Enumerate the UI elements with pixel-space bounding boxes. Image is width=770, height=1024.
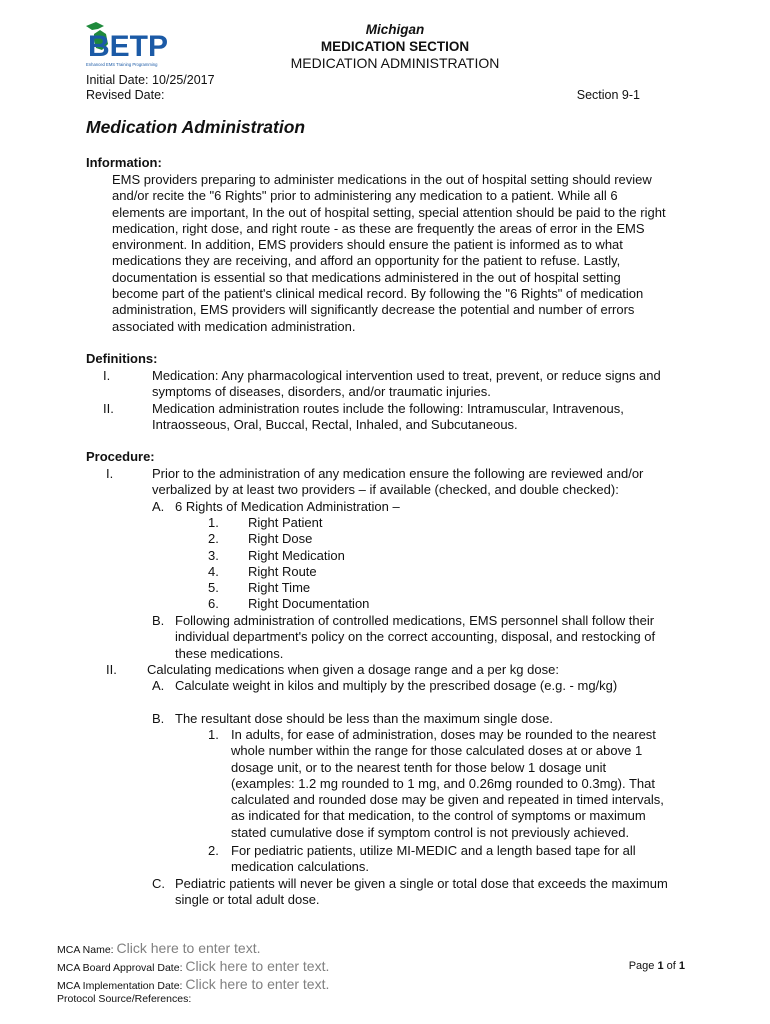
sub-label: A. — [152, 678, 165, 693]
list-item — [208, 596, 408, 612]
information-label: Information: — [86, 155, 162, 170]
info-line: EMS providers preparing to administer medications in the out of hospital setting should review — [112, 172, 652, 187]
page-number — [629, 960, 685, 972]
sub-label: B. — [152, 613, 165, 628]
betp-logo — [84, 20, 182, 70]
adult-rounding-text — [231, 727, 711, 841]
calc-heading: Calculating medications when given a dosage range and a per kg dose: — [147, 662, 559, 677]
info-line: associated with medication administration. — [112, 318, 356, 334]
list-item — [208, 531, 408, 547]
procedure-line: dosage unit, or to the nearest tenth for those below 1 dosage unit — [231, 759, 607, 775]
definition-line: Intraosseous, Oral, Buccal, Rectal, Inhaled, and Subcutaneous. — [152, 417, 518, 433]
header-topic: MEDICATION ADMINISTRATION — [290, 55, 500, 71]
definition-item — [152, 401, 712, 434]
six-rights-heading: 6 Rights of Medication Administration – — [175, 499, 400, 514]
right-text: Right Route — [248, 563, 317, 579]
michigan-map-icon — [84, 20, 182, 70]
controlled-meds-text — [175, 613, 715, 662]
procedure-line: For pediatric patients, utilize MI-MEDIC and a length based tape for all — [231, 843, 636, 858]
info-line: medication, right dose, and right route - as these are frequently the areas of error in the EMS — [112, 220, 645, 236]
definition-line: Medication: Any pharmacological intervention used to treat, prevent, or reduce signs and — [152, 368, 661, 383]
header-section: MEDICATION SECTION — [320, 39, 470, 54]
right-num: 4. — [208, 563, 219, 579]
procedure-item — [152, 466, 712, 499]
definition-num: II. — [103, 401, 114, 416]
information-paragraph — [112, 172, 708, 335]
page-of: of — [663, 960, 679, 972]
page-total: 1 — [678, 960, 685, 972]
definition-line: symptoms of diseases, disorders, and/or traumatic injuries. — [152, 384, 491, 400]
sub-num: 2. — [208, 843, 219, 858]
revised-date: Revised Date: — [86, 88, 165, 102]
procedure-line: Prior to the administration of any medication ensure the following are reviewed and/or — [152, 466, 644, 481]
procedure-line: stated cumulative dose if symptom control is not previously achieved. — [231, 824, 630, 840]
page-title: Medication Administration — [86, 117, 306, 137]
right-num: 1. — [208, 515, 219, 530]
procedure-line: calculated and rounded dose may be given and repeated in timed intervals, — [231, 792, 664, 808]
logo-text: BETP — [88, 30, 169, 63]
page-current: 1 — [657, 960, 664, 972]
right-text: Right Time — [248, 580, 311, 596]
section-number: Section 9-1 — [576, 88, 640, 102]
procedure-line: Following administration of controlled medications, EMS personnel shall follow their — [175, 613, 655, 628]
definition-line: Medication administration routes include the following: Intramuscular, Intravenous, — [152, 401, 624, 416]
definition-item — [152, 368, 712, 401]
list-item — [208, 515, 408, 531]
mca-name-field[interactable]: Click here to enter text. — [116, 940, 261, 956]
info-line: administration, EMS providers will significantly decrease the potential and number of errors — [112, 302, 635, 318]
info-line: documentation is essential so that medications administered in the out of hospital setting — [112, 269, 621, 285]
info-line: environment. In addition, EMS providers should ensure the patient is informed as to what — [112, 237, 623, 253]
implementation-field[interactable]: Click here to enter text. — [185, 976, 330, 992]
mca-name-label: MCA Name: — [57, 944, 114, 956]
definitions-label: Definitions: — [86, 351, 158, 366]
list-item — [208, 548, 408, 564]
implementation-row — [57, 976, 329, 992]
right-text: Right Patient — [248, 515, 323, 530]
procedure-label: Procedure: — [86, 449, 155, 464]
right-text: Right Dose — [248, 531, 313, 547]
board-approval-field[interactable]: Click here to enter text. — [185, 958, 330, 974]
calc-step-b: The resultant dose should be less than the maximum single dose. — [175, 711, 553, 726]
right-num: 6. — [208, 596, 219, 612]
procedure-line: whole number within the range for those calculated doses at or above 1 — [231, 743, 643, 759]
procedure-line: (examples: 1.2 mg rounded to 1 mg, and 0.26mg rounded to 0.3mg). That — [231, 775, 655, 791]
right-text: Right Medication — [248, 547, 345, 563]
sub-label: C. — [152, 876, 165, 891]
implementation-label: MCA Implementation Date: — [57, 980, 183, 992]
sub-label: B. — [152, 711, 165, 726]
list-item — [208, 564, 408, 580]
procedure-line: individual department's policy on the correct accounting, disposal, and restocking of — [175, 629, 656, 645]
info-line: become part of the patient's clinical medical record. By following the "6 Rights" of medication — [112, 286, 644, 302]
board-approval-label: MCA Board Approval Date: — [57, 962, 183, 974]
right-text: Right Documentation — [248, 596, 370, 612]
calc-step-a: Calculate weight in kilos and multiply by the prescribed dosage (e.g. - mg/kg) — [175, 678, 618, 693]
right-num: 3. — [208, 547, 219, 563]
pediatric-max-text — [175, 876, 715, 909]
board-approval-row — [57, 958, 329, 974]
page-prefix: Page — [628, 960, 658, 972]
initial-date: Initial Date: 10/25/2017 — [86, 73, 215, 87]
mca-name-row — [57, 940, 260, 956]
procedure-line: medication calculations. — [231, 859, 370, 875]
list-item — [208, 580, 408, 596]
procedure-num: I. — [106, 466, 114, 481]
info-line: medications they are receiving, and afford an opportunity for the patient to refuse. Lastly, — [112, 253, 621, 269]
procedure-line: single or total adult dose. — [175, 892, 320, 908]
protocol-source: Protocol Source/References: — [57, 993, 192, 1005]
procedure-line: Pediatric patients will never be given a single or total dose that exceeds the maximum — [175, 876, 668, 891]
procedure-line: In adults, for ease of administration, doses may be rounded to the nearest — [231, 727, 656, 742]
rights-list — [208, 515, 408, 613]
procedure-line: verbalized by at least two providers – if available (checked, and double checked): — [152, 482, 619, 498]
header-state: Michigan — [365, 22, 425, 37]
info-line: and/or recite the "6 Rights" prior to administering any medication to a patient. While all 6 — [112, 188, 618, 204]
info-line: elements are important, In the out of hospital setting, special attention should be paid to the right — [112, 204, 666, 220]
procedure-line: these medications. — [175, 645, 284, 661]
right-num: 2. — [208, 531, 219, 547]
definition-num: I. — [103, 368, 111, 383]
procedure-line: as indicated for that medication, to the control of symptoms or maximum — [231, 808, 646, 824]
logo-tagline: Enhanced EMS Training Programming — [86, 62, 158, 67]
sub-label: A. — [152, 499, 165, 514]
procedure-num: II. — [106, 662, 117, 677]
right-num: 5. — [208, 580, 219, 596]
sub-num: 1. — [208, 727, 219, 742]
pediatric-calc-text — [231, 843, 711, 876]
